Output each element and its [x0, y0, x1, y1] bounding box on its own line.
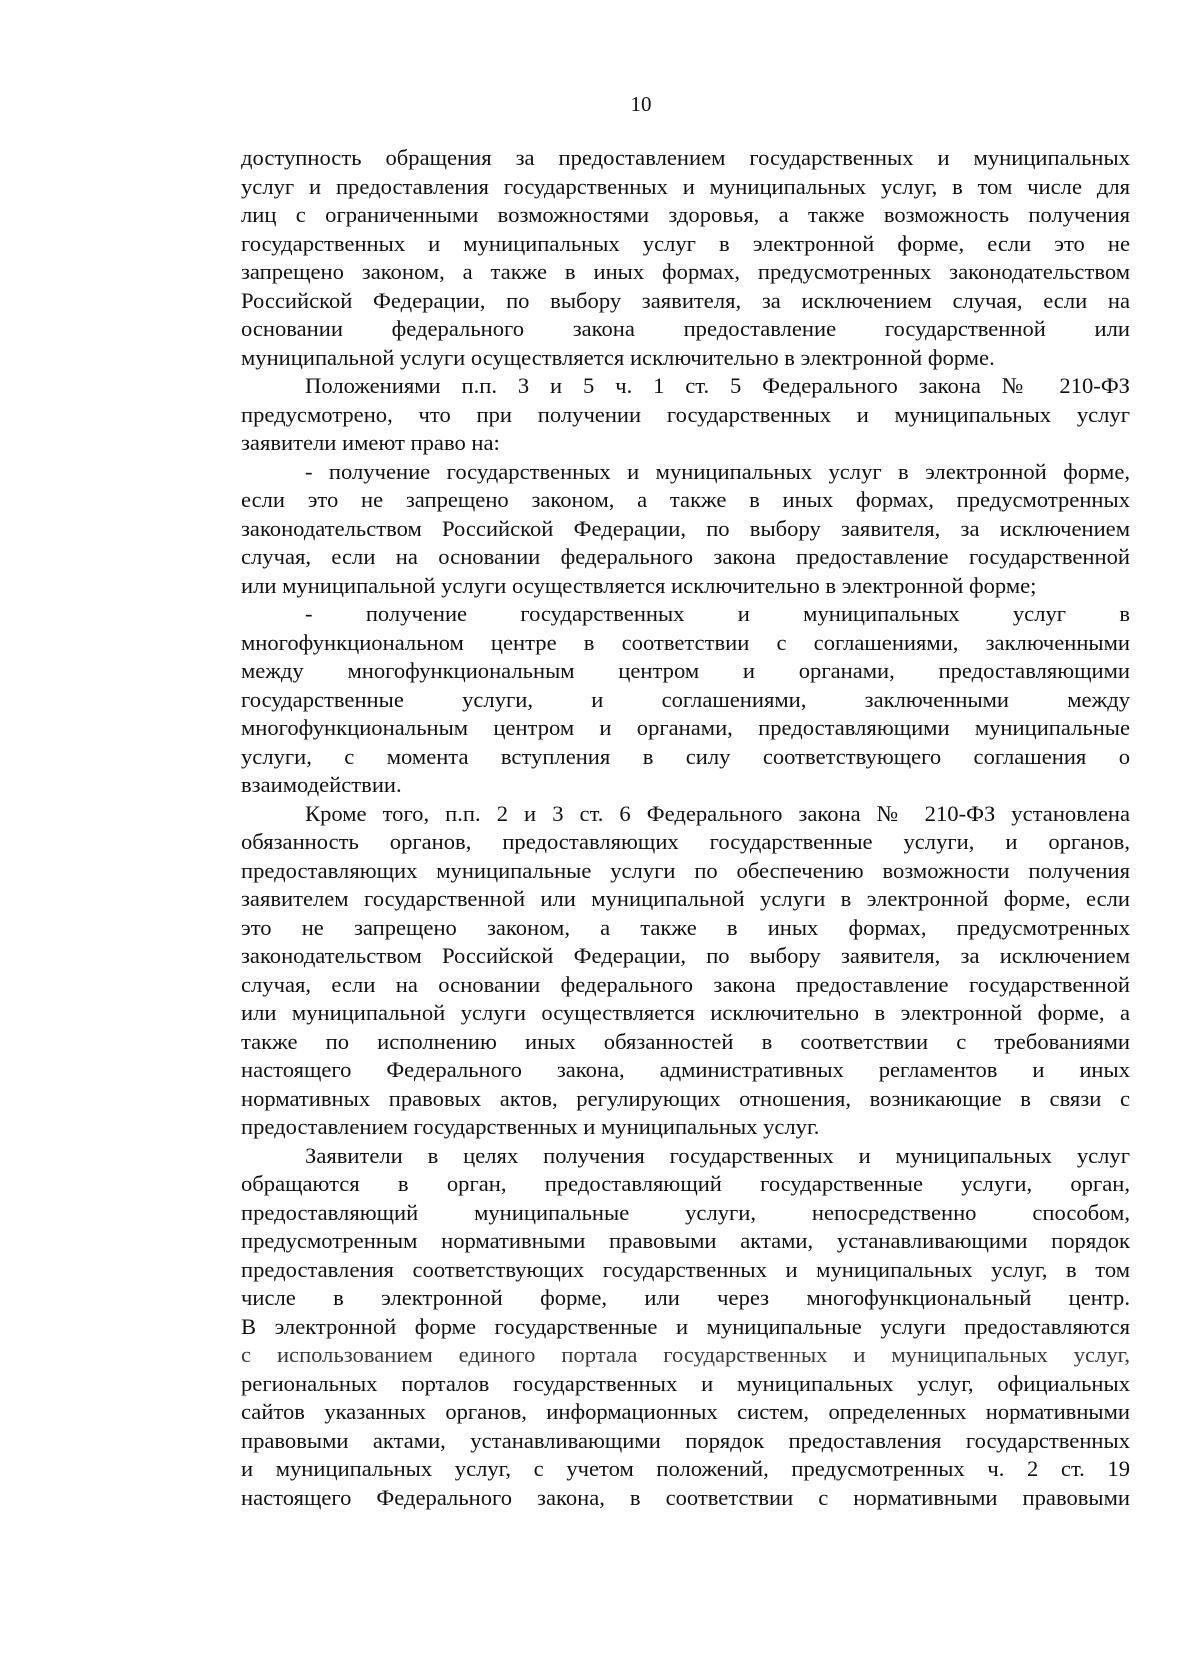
text-line: Кроме того, п.п. 2 и 3 ст. 6 Федерального закона № 210-ФЗ установлена [305, 800, 1130, 826]
text-line: настоящего Федерального закона, административных регламентов и иных [241, 1057, 1130, 1082]
text-line: предусмотрено, что при получении государственных и муниципальных услуг [241, 401, 1130, 427]
text-line: числе в электронной форме, или через многофункциональный центр. [241, 1285, 1130, 1310]
text-line: заявители имеют право на: [241, 430, 500, 455]
text-line: основании федерального закона предоставление государственной или [241, 316, 1130, 341]
text-line: Заявители в целях получения государственных и муниципальных услуг [305, 1142, 1130, 1168]
text-line: это не запрещено законом, а также в иных формах, предусмотренных [241, 914, 1130, 940]
text-line: многофункциональным центром и органами, предоставляющими муниципальные [241, 715, 1130, 740]
text-line: доступность обращения за предоставлением государственных и муниципальных [241, 145, 1130, 170]
text-line: предоставляющий муниципальные услуги, непосредственно способом, [241, 1199, 1130, 1225]
text-line: услуг и предоставления государственных и муниципальных услуг, в том числе для [241, 173, 1130, 199]
text-line: В электронной форме государственные и муниципальные услуги предоставляются [241, 1313, 1130, 1339]
text-line: нормативных правовых актов, регулирующих отношения, возникающие в связи с [241, 1085, 1130, 1111]
text-line: правовыми актами, устанавливающими порядок предоставления государственных [241, 1427, 1130, 1453]
text-line: государственных и муниципальных услуг в электронной форме, если это не [241, 230, 1130, 256]
text-line: или муниципальной услуги осуществляется исключительно в электронной форме; [241, 572, 1037, 598]
text-line: многофункциональном центре в соответствии с соглашениями, заключенными [241, 629, 1130, 655]
text-line: Российской Федерации, по выбору заявителя, за исключением случая, если на [241, 287, 1130, 313]
text-line: законодательством Российской Федерации, по выбору заявителя, за исключением [241, 943, 1130, 968]
document-body [241, 144, 1130, 1512]
text-line: услуги, с момента вступления в силу соответствующего соглашения о [241, 743, 1130, 769]
text-line: обязанность органов, предоставляющих государственные услуги, и органов, [241, 829, 1130, 854]
text-line: настоящего Федерального закона, в соответствии с нормативными правовыми [241, 1484, 1130, 1510]
text-line: региональных порталов государственных и муниципальных услуг, официальных [241, 1370, 1130, 1396]
text-line: - получение государственных и муниципальных услуг в электронной форме, [305, 458, 1130, 484]
text-line: законодательством Российской Федерации, по выбору заявителя, за исключением [241, 515, 1130, 541]
text-line: муниципальной услуги осуществляется исключительно в электронной форме. [241, 344, 995, 370]
text-line: лиц с ограниченными возможностями здоровья, а также возможность получения [241, 202, 1130, 227]
text-line: случая, если на основании федерального закона предоставление государственной [241, 971, 1130, 997]
text-line: предусмотренным нормативными правовыми актами, устанавливающими порядок [241, 1228, 1130, 1253]
text-line: - получение государственных и муниципальных услуг в [305, 601, 1130, 626]
text-line: обращаются в орган, предоставляющий государственные услуги, орган, [241, 1171, 1130, 1196]
text-line: между многофункциональным центром и органами, предоставляющими [241, 658, 1130, 683]
text-line: заявителем государственной или муниципальной услуги в электронной форме, если [241, 886, 1130, 911]
text-line: с использованием единого портала государственных и муниципальных услуг, [241, 1342, 1130, 1367]
text-line: предоставлением государственных и муниципальных услуг. [241, 1114, 820, 1139]
text-line: и муниципальных услуг, с учетом положений, предусмотренных ч. 2 ст. 19 [241, 1456, 1130, 1481]
text-line: предоставления соответствующих государственных и муниципальных услуг, в том [241, 1256, 1130, 1282]
page-number: 10 [630, 92, 652, 116]
text-line: запрещено законом, а также в иных формах, предусмотренных законодательством [241, 259, 1130, 284]
text-line: случая, если на основании федерального закона предоставление государственной [241, 544, 1130, 569]
text-line: если это не запрещено законом, а также в иных формах, предусмотренных [241, 487, 1130, 512]
text-line: также по исполнению иных обязанностей в соответствии с требованиями [241, 1028, 1130, 1054]
text-line: взаимодействии. [241, 772, 402, 797]
text-line: государственные услуги, и соглашениями, заключенными между [241, 686, 1130, 712]
text-line: Положениями п.п. 3 и 5 ч. 1 ст. 5 Федерального закона № 210-ФЗ [305, 373, 1130, 398]
text-line: предоставляющих муниципальные услуги по обеспечению возможности получения [241, 857, 1130, 883]
text-line: сайтов указанных органов, информационных систем, определенных нормативными [241, 1399, 1130, 1424]
text-line: или муниципальной услуги осуществляется исключительно в электронной форме, а [241, 1000, 1130, 1025]
